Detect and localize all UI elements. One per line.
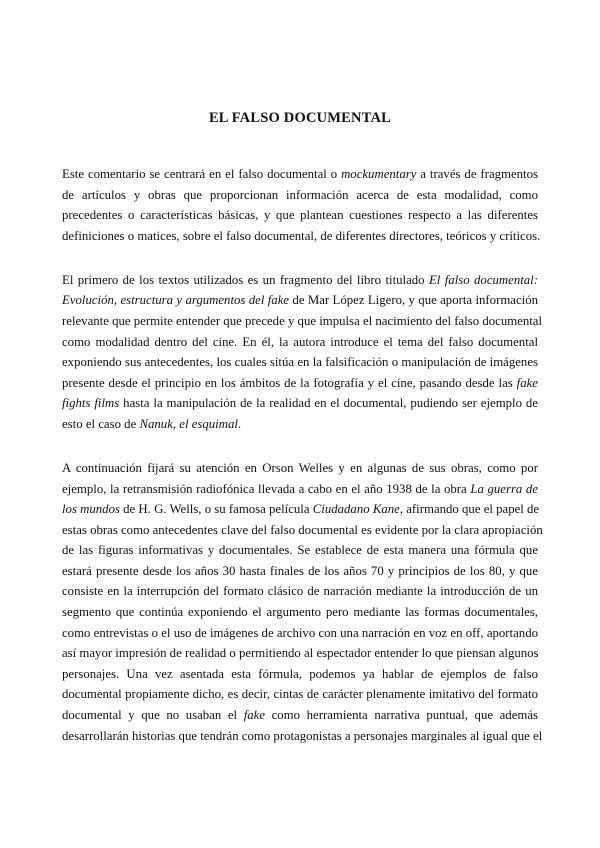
text-run: A continuación fijará su atención en Orson Welles y en algunas de sus obras, como por xyxy=(62,460,538,475)
paragraph xyxy=(62,270,543,435)
text-line xyxy=(62,499,538,520)
text-line xyxy=(62,561,538,582)
text-line xyxy=(62,602,538,623)
text-line xyxy=(62,373,538,394)
text-run: ejemplo, la retransmisión radiofónica llevada a cabo en el año 1938 de la obra xyxy=(62,481,471,496)
text-line xyxy=(62,414,538,435)
text-run: de Mar López Ligero, y que aporta información xyxy=(289,293,538,308)
text-line xyxy=(62,185,538,206)
text-run: precedentes o características básicas, y que plantean cuestiones respecto a las diferentes xyxy=(62,208,538,223)
text-run: personajes. Una vez asentada esta fórmula, podemos ya hablar de ejemplos de falso xyxy=(62,666,538,681)
text-run: segmento que continúa exponiendo el argumento pero mediante las formas documentales, xyxy=(62,605,538,620)
italic-text: La guerra de xyxy=(470,481,539,496)
text-line xyxy=(62,226,541,247)
text-run: de las figuras informativas y documentales. Se establece de esta manera una fórmula que xyxy=(62,543,538,558)
text-line xyxy=(62,726,543,747)
text-run: estará presente desde los años 30 hasta finales de los años 70 y principios de los 80, y que xyxy=(62,563,538,578)
text-line xyxy=(62,290,538,311)
text-run: hasta la manipulación de la realidad en el documental, pudiendo ser ejemplo de xyxy=(119,396,539,411)
text-run: como herramienta narrativa puntual, que además xyxy=(265,708,538,723)
italic-text: El falso documental: xyxy=(428,272,538,287)
text-line xyxy=(62,705,538,726)
text-line xyxy=(62,623,538,644)
text-line xyxy=(62,270,538,291)
text-line xyxy=(62,643,538,664)
text-line xyxy=(62,684,538,705)
italic-text: Evolución, estructura y argumentos del fake xyxy=(62,293,290,308)
text-line xyxy=(62,164,538,185)
text-run: estas obras como antecedentes clave del falso documental es evidente por la clara apropiación xyxy=(62,522,543,537)
text-run: Este comentario se centrará en el falso documental o xyxy=(62,167,342,181)
italic-text: Nanuk, el esquimal xyxy=(139,416,238,431)
text-line xyxy=(62,479,538,500)
text-run: así mayor impresión de realidad o permitiendo al espectador entender lo que piensan algunos xyxy=(62,646,539,661)
italic-text: fights films xyxy=(62,396,120,411)
text-run: de H. G. Wells, o su famosa película xyxy=(119,502,313,517)
text-run: desarrollarán historias que tendrán como protagonistas a personajes marginales al igual que el xyxy=(62,728,543,743)
paragraph xyxy=(62,458,543,746)
text-line xyxy=(62,311,543,332)
italic-text: fake xyxy=(516,375,538,390)
text-run: como entrevistas o el uso de imágenes de archivo con una narración en voz en off, aportando xyxy=(62,625,538,640)
text-run: presente desde el principio en los ámbitos de la fotografía y el cine, pasando desde las xyxy=(62,375,517,390)
text-run: esto el caso de xyxy=(62,416,140,431)
text-run: documental y que no usaban el xyxy=(62,708,244,723)
text-line xyxy=(62,458,538,479)
text-run: documental propiamente dicho, es decir, cintas de carácter plenamente imitativo del formato xyxy=(62,687,538,702)
document-body xyxy=(62,164,543,770)
text-line xyxy=(62,581,538,602)
document-title: EL FALSO DOCUMENTAL xyxy=(208,110,392,126)
text-run: a través de fragmentos xyxy=(416,167,538,181)
text-line xyxy=(62,540,538,561)
text-line xyxy=(62,664,538,685)
italic-text: mockumentary xyxy=(341,167,417,181)
text-run: consiste en la interrupción del formato clásico de narración mediante la introducción de un xyxy=(62,584,538,599)
text-line xyxy=(62,352,538,373)
text-run: definiciones o matices, sobre el falso documental, de diferentes directores, teóricos y críticos. xyxy=(62,228,541,243)
text-run: exponiendo sus antecedentes, los cuales sitúa en la falsificación o manipulación de imágenes xyxy=(62,355,538,370)
text-run: afirmando que el papel de xyxy=(403,502,540,517)
paragraph xyxy=(62,164,541,246)
text-line xyxy=(62,205,538,226)
text-run: como modalidad dentro del cine. En él, la autora introduce el tema del falso documental xyxy=(62,334,538,349)
italic-text: fake xyxy=(243,708,266,723)
text-line xyxy=(62,393,538,414)
text-line xyxy=(62,332,538,353)
italic-text: Ciudadano Kane, xyxy=(312,502,404,517)
text-run: El primero de los textos utilizados es un fragmento del libro titulado xyxy=(62,272,429,287)
text-run: de artículos y obras que proporcionan información acerca de esta modalidad, como xyxy=(62,187,538,202)
text-line xyxy=(62,520,543,541)
italic-text: los mundos xyxy=(62,502,120,517)
text-run: relevante que permite entender que precede y que impulsa el nacimiento del falso documental xyxy=(62,313,543,328)
text-run: . xyxy=(237,416,242,431)
